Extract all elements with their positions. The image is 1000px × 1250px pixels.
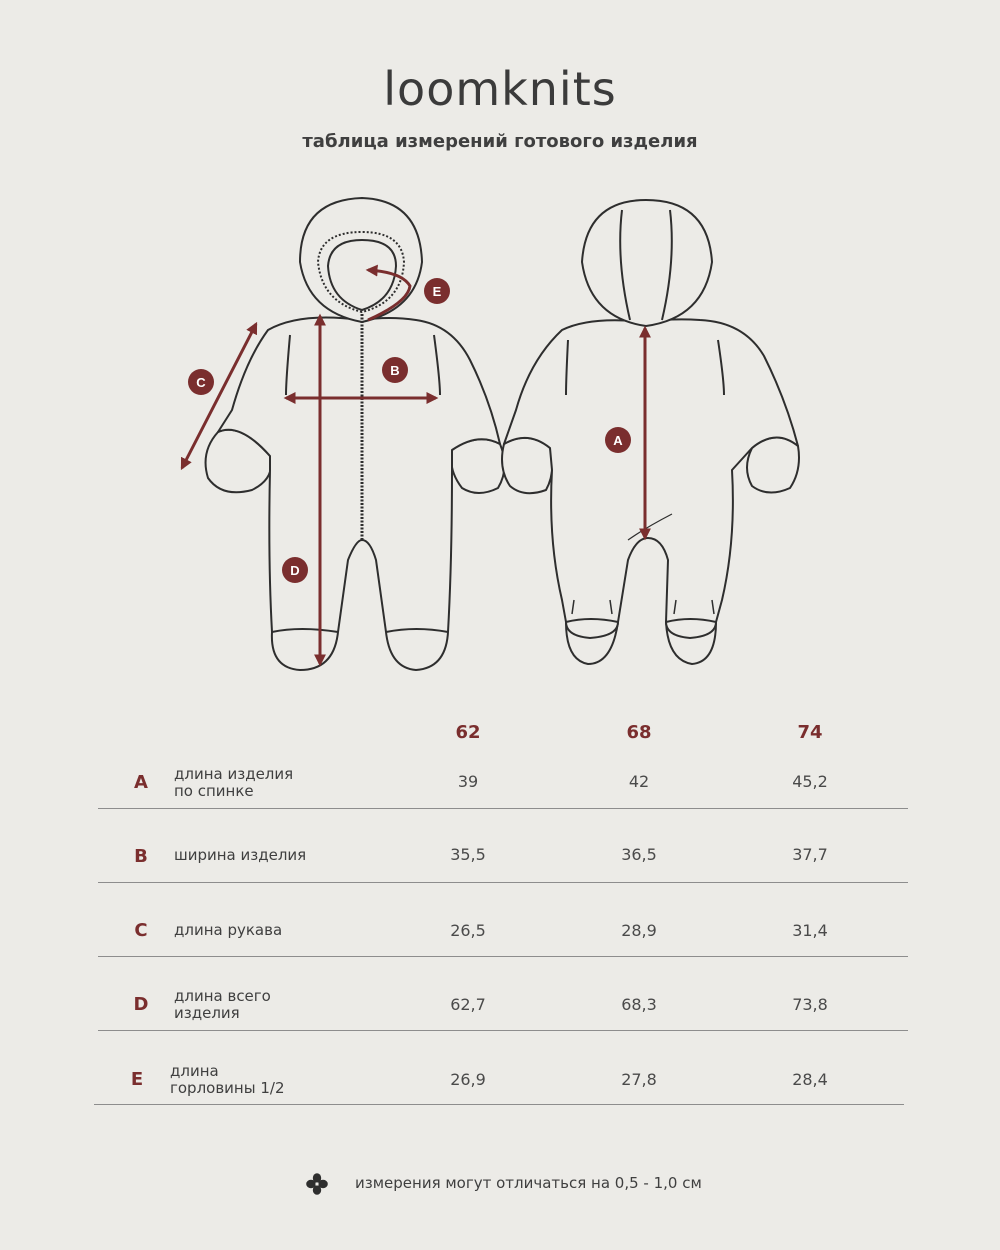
value-62: 26,5 xyxy=(450,921,486,940)
table-row-b xyxy=(98,808,908,883)
row-label: ширина изделия xyxy=(174,846,307,864)
value-74: 31,4 xyxy=(792,921,828,940)
value-68: 28,9 xyxy=(621,921,657,940)
measure-label-b xyxy=(382,357,408,383)
row-letter: C xyxy=(134,920,148,941)
table-row-c xyxy=(98,882,908,957)
value-74: 45,2 xyxy=(792,772,828,791)
value-62: 62,7 xyxy=(450,995,486,1014)
flower-icon xyxy=(305,1172,329,1200)
brand-logo: loomknits xyxy=(383,62,617,116)
value-68: 42 xyxy=(628,772,650,791)
size-header-62: 62 xyxy=(455,722,481,743)
measure-label-c xyxy=(188,369,214,395)
svg-text:A: A xyxy=(613,433,623,448)
back-body xyxy=(504,319,798,664)
front-view xyxy=(206,198,505,670)
row-letter: E xyxy=(130,1069,144,1090)
row-label: длина всего изделия xyxy=(174,987,271,1022)
back-left-cuff xyxy=(502,438,552,493)
row-label: длина горловины 1/2 xyxy=(170,1062,285,1097)
svg-text:E: E xyxy=(432,284,442,299)
table-row-a xyxy=(98,734,908,809)
footnote-text: измерения могут отличаться на 0,5 - 1,0 см xyxy=(355,1174,702,1192)
table-row-d xyxy=(98,956,908,1031)
svg-text:D: D xyxy=(290,563,300,578)
value-74: 28,4 xyxy=(792,1070,828,1089)
front-body xyxy=(218,318,500,670)
svg-text:C: C xyxy=(196,375,206,390)
measure-label-d xyxy=(282,557,308,583)
size-header-74: 74 xyxy=(797,722,823,743)
value-74: 73,8 xyxy=(792,995,828,1014)
back-view xyxy=(502,200,799,664)
value-68: 36,5 xyxy=(621,845,657,864)
measure-label-a xyxy=(605,427,631,453)
value-74: 37,7 xyxy=(792,845,828,864)
back-hood xyxy=(582,200,712,326)
value-62: 35,5 xyxy=(450,845,486,864)
value-68: 27,8 xyxy=(621,1070,657,1089)
measure-label-e xyxy=(424,278,450,304)
table-row-e xyxy=(94,1030,904,1105)
row-label: длина рукава xyxy=(174,921,283,939)
row-label: длина изделия по спинке xyxy=(174,765,294,800)
value-68: 68,3 xyxy=(621,995,657,1014)
front-right-cuff xyxy=(451,439,504,493)
page-title: таблица измерений готового изделия xyxy=(302,131,698,152)
row-letter: D xyxy=(133,994,149,1015)
size-header-68: 68 xyxy=(626,722,652,743)
footnote xyxy=(305,1172,725,1196)
garment-diagram xyxy=(0,180,1000,680)
value-62: 39 xyxy=(457,772,479,791)
svg-text:B: B xyxy=(390,363,400,378)
row-letter: B xyxy=(134,846,148,867)
row-letter: A xyxy=(134,772,148,793)
value-62: 26,9 xyxy=(450,1070,486,1089)
